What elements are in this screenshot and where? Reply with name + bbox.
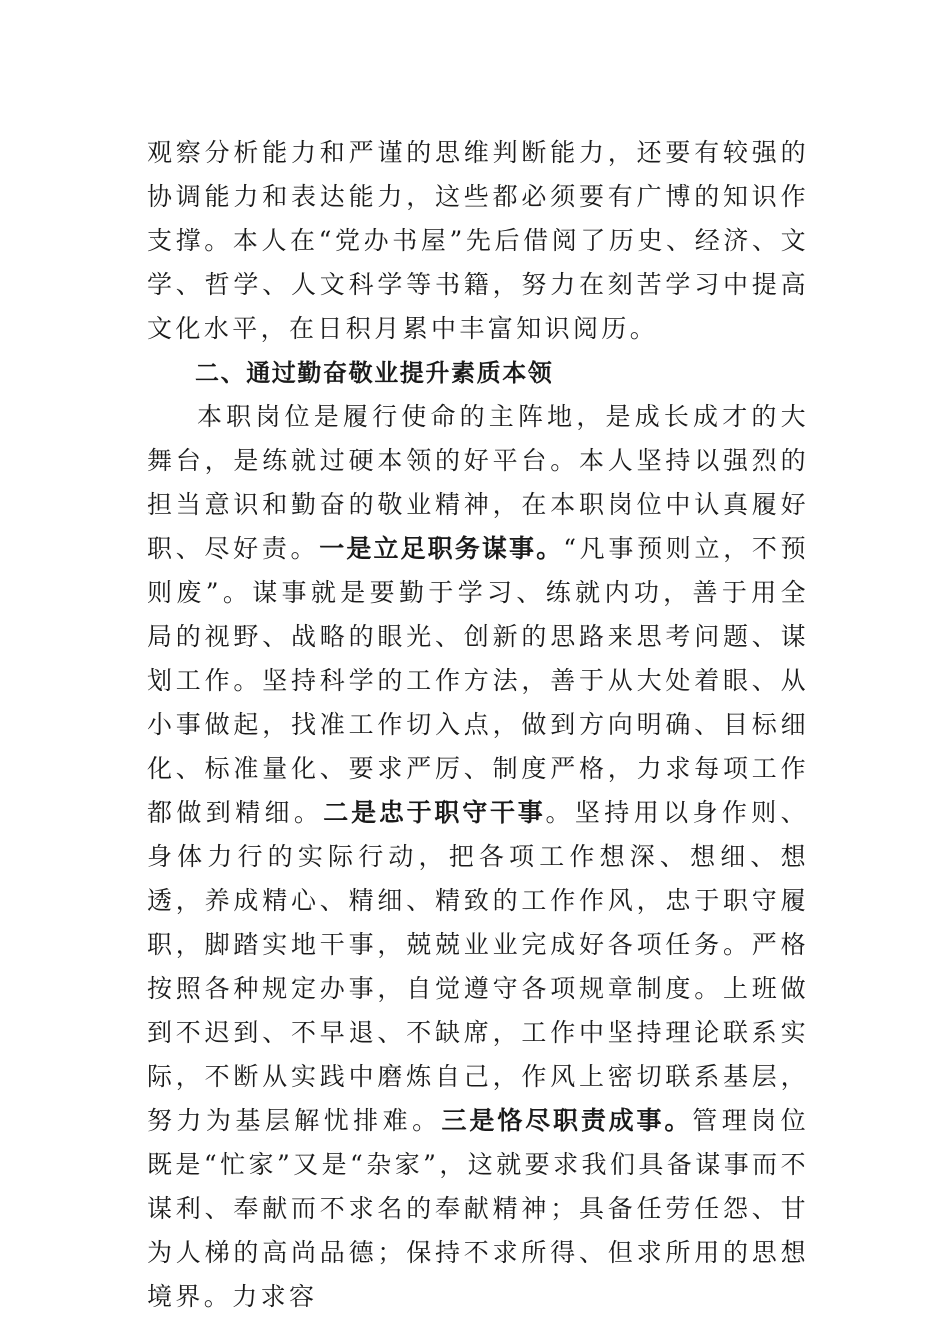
paragraph-intro: 本职岗位是履行使命的主阵地，是成长成才的大舞台，是练就过硬本领的好平台。本人坚持以强烈的担当意识和勤奋的敬业精神，在本职岗位中认真履好职、尽好责。 [147, 402, 809, 563]
point-1-title: 一是立足职务谋事。 [319, 534, 564, 563]
section-paragraph [147, 395, 809, 1319]
point-3-title: 三是恪尽职责成事。 [441, 1106, 693, 1135]
point-2-text: 。坚持用以身作则、身体力行的实际行动，把各项工作想深、想细、想透，养成精心、精细、精致的工作作风，忠于职守履职，脚踏实地干事，兢兢业业完成好各项任务。严格按照各种规定办事，自觉遵守各项规章制度。上班做到不迟到、不早退、不缺席，工作中坚持理论联系实际，不断从实践中磨炼自己，作风上密切联系基层，努力为基层解忧排难。 [147, 798, 809, 1135]
paragraph-continued: 观察分析能力和严谨的思维判断能力，还要有较强的协调能力和表达能力，这些都必须要有广博的知识作支撑。本人在“党办书屋”先后借阅了历史、经济、文学、哲学、人文科学等书籍，努力在刻苦学习中提高文化水平，在日积月累中丰富知识阅历。 [147, 138, 809, 343]
point-2-title: 二是忠于职守干事 [323, 798, 546, 827]
document-body [147, 131, 809, 1319]
section-heading: 二、通过勤奋敬业提升素质本领 [195, 359, 554, 387]
point-3-text: 管理岗位既是“忙家”又是“杂家”，这就要求我们具备谋事而不谋利、奉献而不求名的奉献精神；具备任劳任怨、甘为人梯的高尚品德；保持不求所得、但求所用的思想境界。力求容 [147, 1106, 809, 1311]
point-1-text: “凡事预则立，不预则废”。谋事就是要勤于学习、练就内功，善于用全局的视野、战略的眼光、创新的思路来思考问题、谋划工作。坚持科学的工作方法，善于从大处着眼、从小事做起，找准工作切入点，做到方向明确、目标细化、标准量化、要求严厉、制度严格，力求每项工作都做到精细。 [147, 534, 810, 827]
